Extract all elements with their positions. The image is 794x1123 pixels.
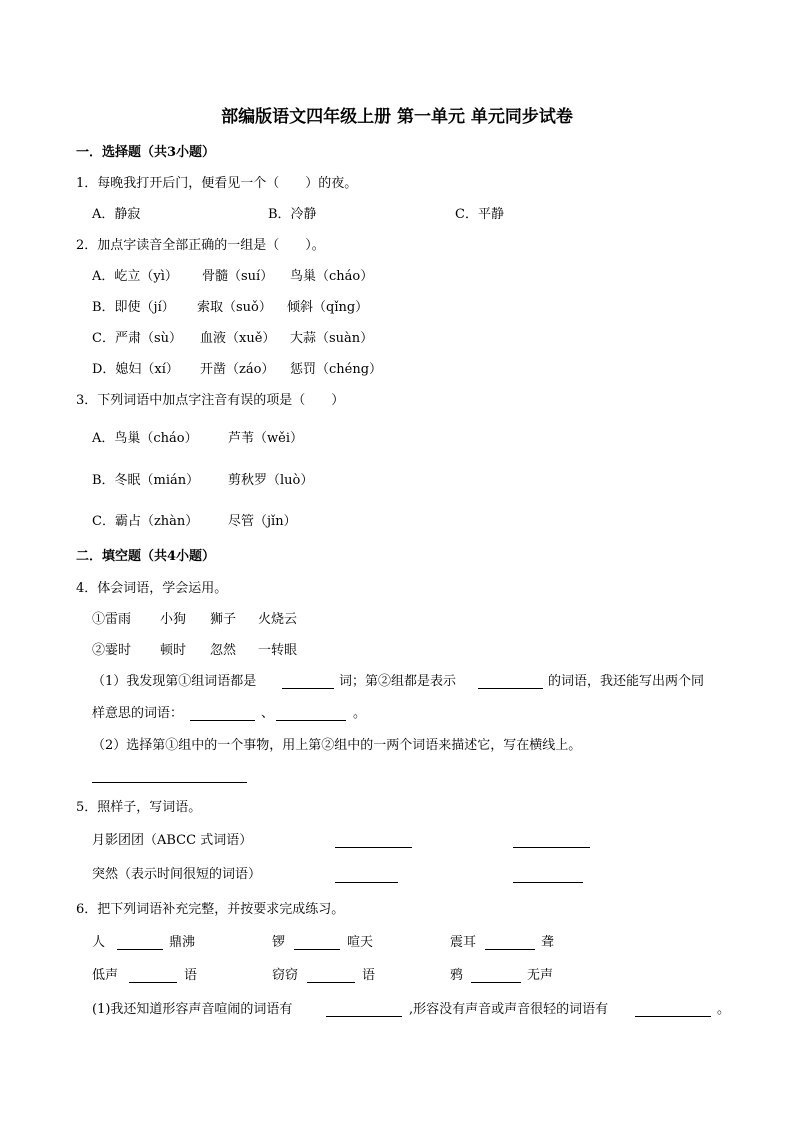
q6-part1-text-b: ,形容没有声音或声音很轻的词语有 — [409, 1002, 609, 1017]
q5-blank-3[interactable] — [335, 882, 398, 883]
q4-word-2-1: ②霎时 — [92, 643, 132, 658]
q2-option-d-2: 开凿（záo） — [200, 362, 275, 377]
q3-option-a-1: A．鸟巢（cháo） — [92, 431, 198, 446]
q4-word-2-2: 顿时 — [160, 643, 187, 658]
q4-blank-2[interactable] — [478, 688, 543, 689]
q6-r1-2-post: 喧天 — [347, 935, 374, 950]
q4-blank-4[interactable] — [276, 720, 346, 721]
q6-blank-5[interactable] — [307, 982, 355, 983]
q6-r1-3-post: 聋 — [541, 935, 555, 950]
q2-option-a-2: 骨髓（suí） — [202, 269, 274, 284]
q4-part1-end: 。 — [353, 706, 367, 721]
q2-option-c-2: 血液（xuě） — [200, 331, 276, 346]
q2-option-d-3: 惩罚（chéng） — [290, 362, 383, 377]
q6-r1-1-post: 鼎沸 — [169, 935, 196, 950]
q6-blank-4[interactable] — [129, 982, 177, 983]
q4-stem: 4．体会词语，学会运用。 — [76, 581, 228, 596]
q4-word-2-4: 一转眼 — [258, 643, 298, 658]
q3-option-c-2: 尽管（jǐn） — [228, 514, 297, 529]
page-title: 部编版语文四年级上册 第一单元 单元同步试卷 — [221, 107, 573, 127]
q5-row1-text: 月影团团（ABCC 式词语） — [92, 833, 253, 848]
q2-option-c-3: 大蒜（suàn） — [290, 331, 374, 346]
q6-r1-1-pre: 人 — [92, 935, 106, 950]
q3-option-b-2: 剪秋罗（luò） — [228, 473, 314, 488]
q6-blank-1[interactable] — [117, 949, 163, 950]
q4-blank-1[interactable] — [282, 688, 334, 689]
q1-option-c: C．平静 — [455, 207, 504, 222]
q5-row2-text: 突然（表示时间很短的词语） — [92, 867, 262, 882]
q4-part1-text-b: 词；第②组都是表示 — [339, 674, 457, 689]
q4-blank-5[interactable] — [92, 782, 247, 783]
q6-r2-1-pre: 低声 — [92, 968, 119, 983]
q4-part1-text-c: 的词语，我还能写出两个同 — [548, 674, 705, 689]
q6-blank-2[interactable] — [294, 949, 340, 950]
q3-option-c-1: C．霸占（zhàn） — [92, 514, 199, 529]
q6-r2-2-post: 语 — [362, 968, 376, 983]
q1-stem: 1．每晚我打开后门，便看见一个（ ）的夜。 — [76, 176, 358, 191]
q4-part1-text-d: 样意思的词语： — [92, 706, 184, 721]
q6-r1-3-pre: 震耳 — [450, 935, 477, 950]
q4-part2-text: （2）选择第①组中的一个事物，用上第②组中的一两个词语来描述它，写在横线上。 — [92, 738, 582, 753]
q4-word-1-4: 火烧云 — [258, 612, 298, 627]
q2-option-a-3: 鸟巢（cháo） — [290, 269, 374, 284]
q6-r2-1-post: 语 — [184, 968, 198, 983]
q6-stem: 6．把下列词语补充完整，并按要求完成练习。 — [76, 902, 345, 917]
q6-r1-2-pre: 锣 — [272, 935, 286, 950]
q4-blank-3[interactable] — [190, 720, 255, 721]
q6-blank-3[interactable] — [485, 949, 535, 950]
q2-option-b-2: 索取（suǒ） — [197, 300, 272, 315]
q2-option-c-1: C．严肃（sù） — [92, 331, 182, 346]
q6-r2-2-pre: 窃窃 — [272, 968, 299, 983]
q6-part1-end: 。 — [717, 1002, 731, 1017]
q6-blank-6[interactable] — [471, 982, 521, 983]
q6-blank-8[interactable] — [635, 1016, 711, 1017]
section-fill-heading: 二．填空题（共4小题） — [76, 549, 216, 564]
q2-stem: 2．加点字读音全部正确的一组是（ ）。 — [76, 238, 325, 253]
q5-blank-2[interactable] — [513, 847, 590, 848]
q4-word-2-3: 忽然 — [210, 643, 237, 658]
q4-word-1-2: 小狗 — [160, 612, 187, 627]
q3-option-b-1: B．冬眠（mián） — [92, 473, 200, 488]
q3-stem: 3．下列词语中加点字注音有误的项是（ ） — [76, 393, 345, 408]
q4-word-1-3: 狮子 — [210, 612, 237, 627]
q5-blank-1[interactable] — [335, 847, 412, 848]
section-choice-heading: 一．选择题（共3小题） — [76, 145, 216, 160]
q2-option-b-1: B．即使（jí） — [92, 300, 175, 315]
q4-word-1-1: ①雷雨 — [92, 612, 132, 627]
q5-stem: 5．照样子，写词语。 — [76, 800, 202, 815]
q2-option-a-1: A．屹立（yì） — [92, 269, 178, 284]
q6-r2-3-pre: 鸦 — [450, 968, 464, 983]
q4-part1-sep: 、 — [261, 706, 275, 721]
q1-option-b: B．冷静 — [268, 207, 317, 222]
q2-option-b-3: 倾斜（qǐng） — [287, 300, 369, 315]
q3-option-a-2: 芦苇（wěi） — [228, 431, 303, 446]
q6-part1-text-a: (1)我还知道形容声音喧闹的词语有 — [92, 1002, 293, 1017]
q1-option-a: A．静寂 — [92, 207, 141, 222]
q6-r2-3-post: 无声 — [527, 968, 554, 983]
q5-blank-4[interactable] — [513, 882, 583, 883]
q4-part1-text-a: （1）我发现第①组词语都是 — [92, 674, 257, 689]
q2-option-d-1: D．媳妇（xí） — [92, 362, 179, 377]
q6-blank-7[interactable] — [326, 1016, 402, 1017]
